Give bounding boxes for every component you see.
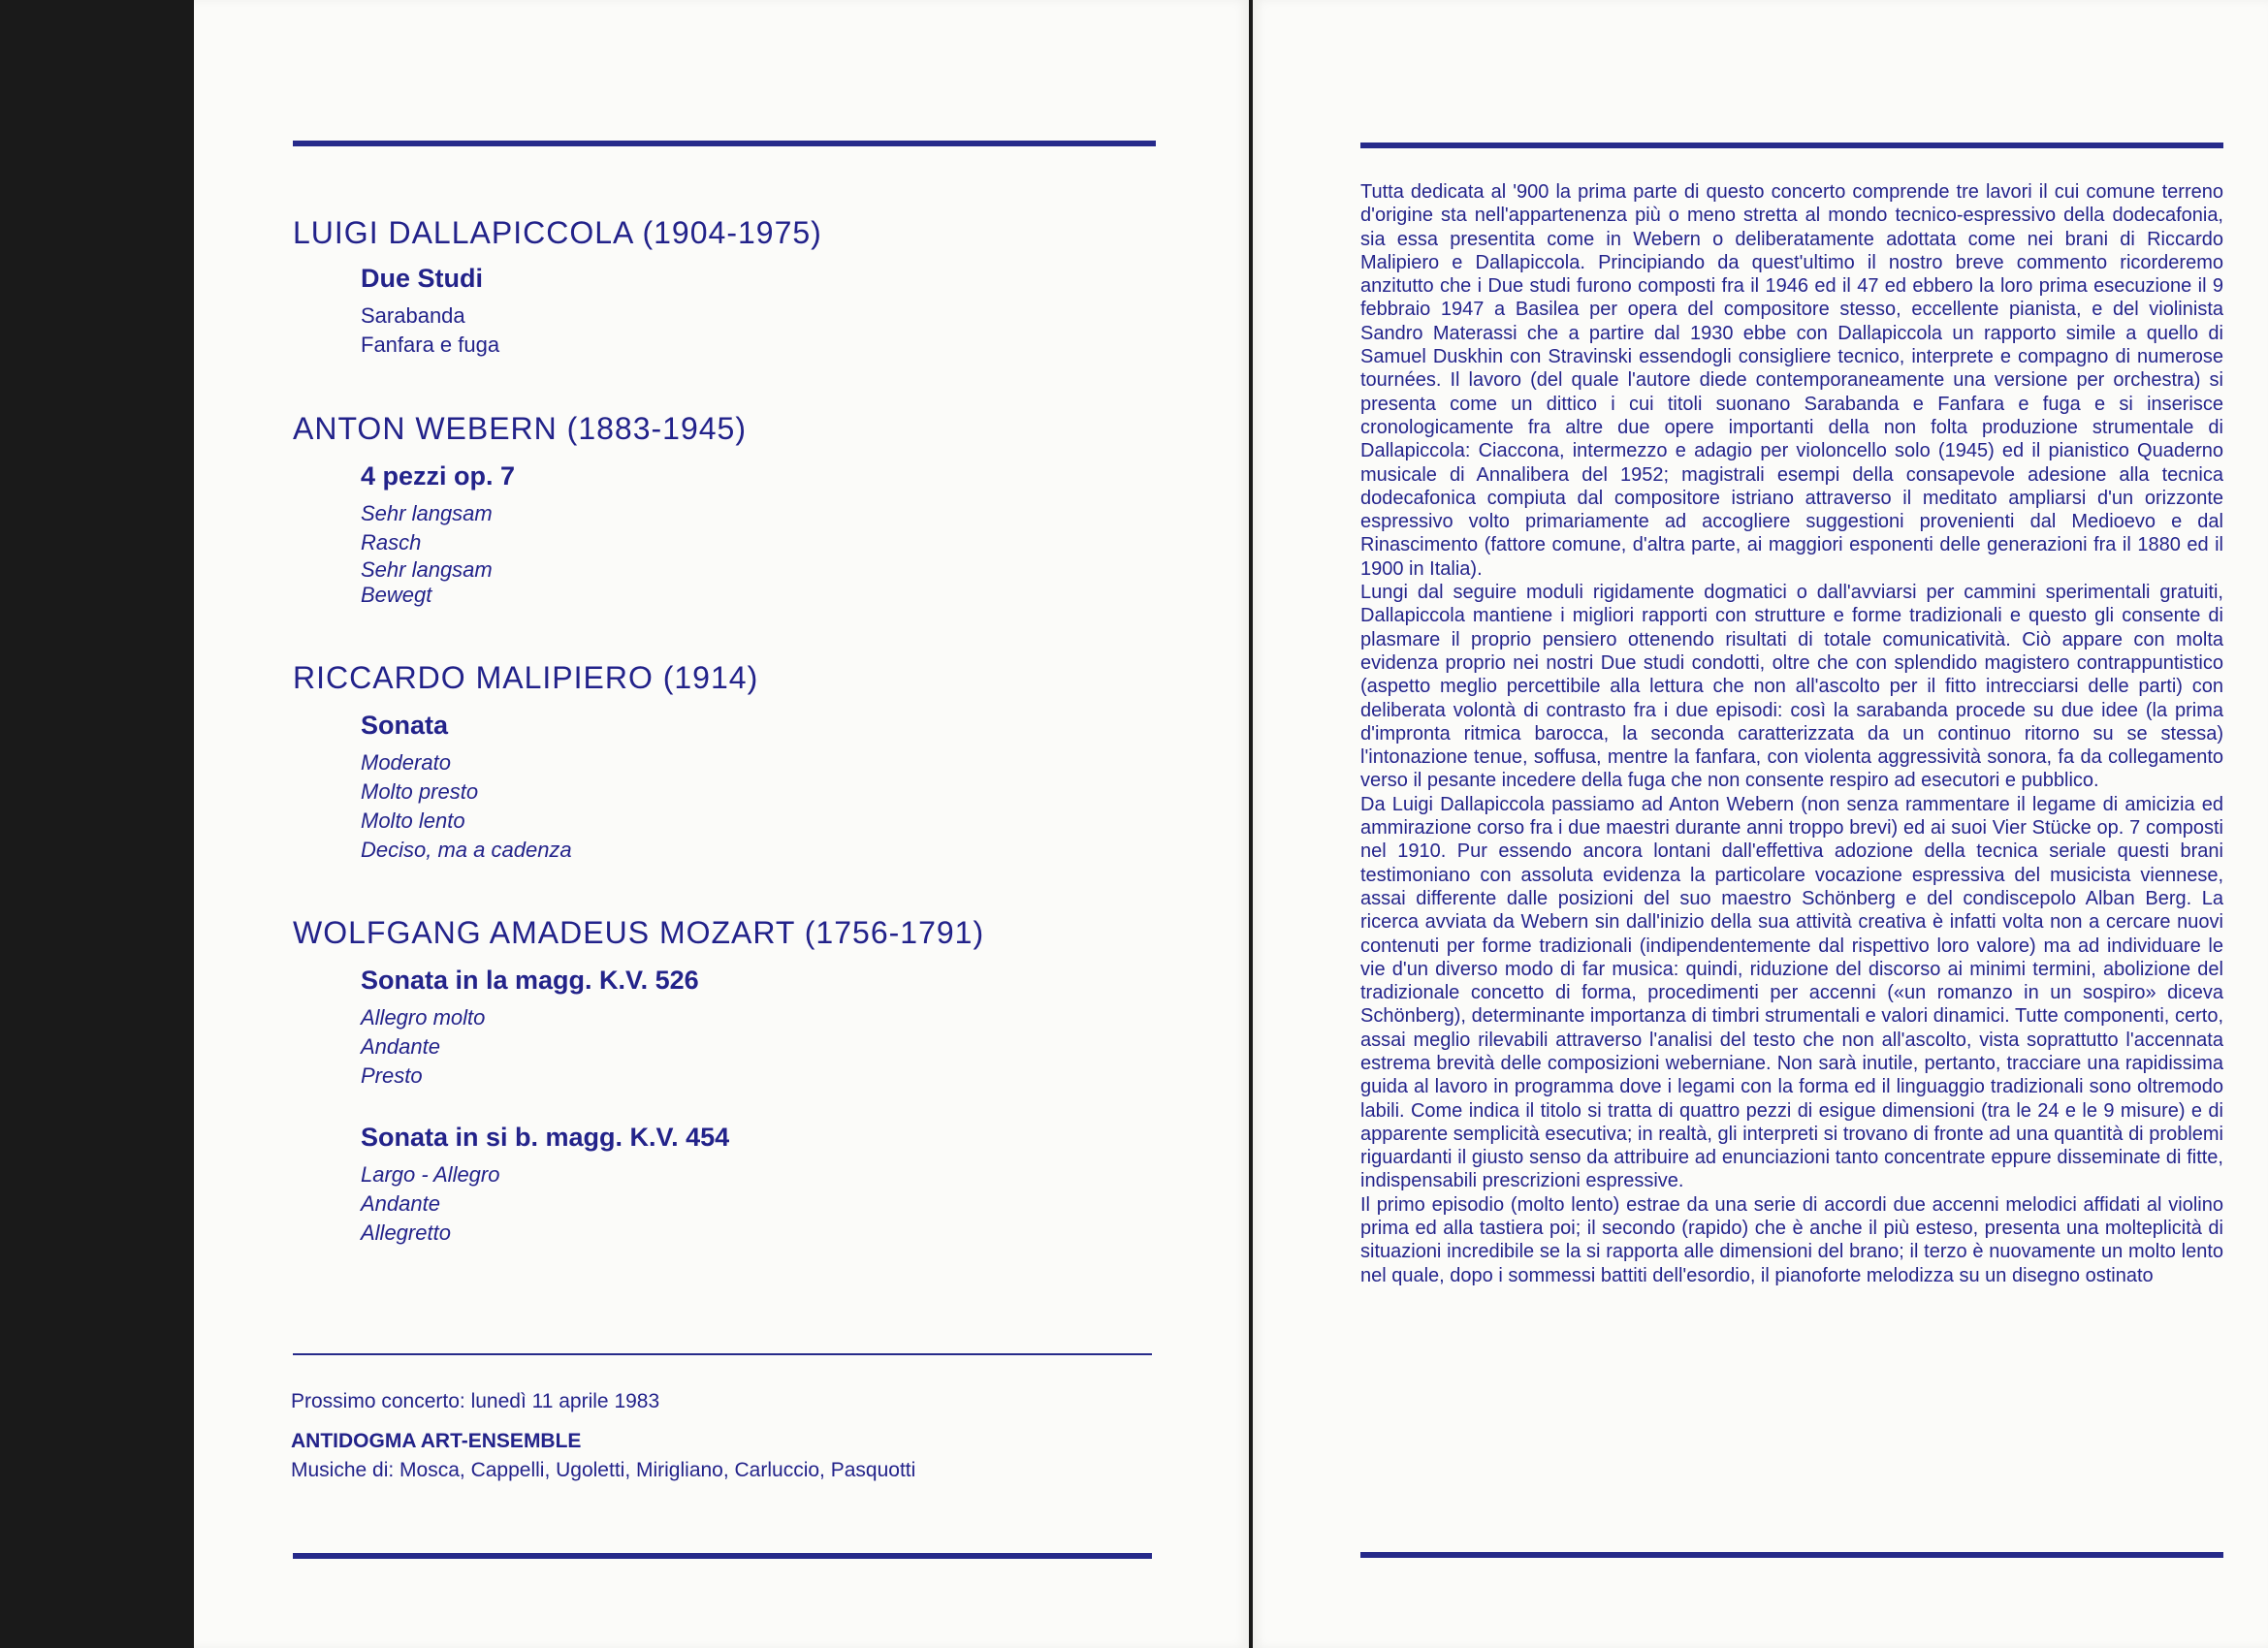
work-title: Sonata in si b. magg. K.V. 454 — [361, 1123, 730, 1152]
work-block — [361, 264, 499, 360]
movement: Largo - Allegro — [361, 1162, 500, 1187]
movement: Molto lento — [361, 808, 465, 833]
movement: Sehr langsam — [361, 557, 493, 582]
movement: Andante — [361, 1034, 440, 1059]
essay-paragraph: Il primo episodio (molto lento) estrae da una serie di accordi due accenni melodici affidati al violino prima ed alla tastiera poi; il secondo (rapido) che è anche il più esteso, presenta una molteplicità di situazioni incredibile se la si rapporta alle dimensioni del brano; il terzo è nuovamente un molto lento nel quale, dopo i sommessi battiti dell'esordio, il pianoforte melodizza su un disegno ostinato — [1360, 1193, 2223, 1286]
movement: Deciso, ma a cadenza — [361, 838, 572, 862]
right-bottom-rule — [1360, 1552, 2223, 1558]
ensemble-program: Musiche di: Mosca, Cappelli, Ugoletti, Mirigliano, Carluccio, Pasquotti — [291, 1459, 916, 1481]
movement: Molto presto — [361, 779, 479, 804]
movement: Allegretto — [361, 1220, 451, 1245]
work-title: 4 pezzi op. 7 — [361, 461, 516, 491]
movement: Andante — [361, 1191, 440, 1216]
composer-heading: WOLFGANG AMADEUS MOZART (1756-1791) — [293, 915, 985, 950]
movement: Sehr langsam — [361, 501, 493, 525]
left-bottom-rule — [293, 1553, 1152, 1559]
left-mid-rule — [293, 1353, 1152, 1355]
essay-paragraph: Tutta dedicata al '900 la prima parte di questo concerto comprende tre lavori il cui comune terreno d'origine sta nell'appartenenza più o meno stretta al mondo tecnico-espressivo della dodecafonia, sia essa presentita come in Webern o deliberatamente adottata come nei brani di Riccardo Malipiero e Dallapiccola. Principiando da quest'ultimo il nostro breve commento ricorderemo anzitutto che i Due studi furono composti fra il 1946 ed il 47 ed ebbero la loro prima esecuzione il 9 febbraio 1947 a Basilea per opera del compositore stesso, eccellente pianista, e del violinista Sandro Materassi che a partire dal 1930 ebbe con Dallapiccola un rapporto simile a quello di Samuel Duskhin con Stravinski essendogli consigliere tecnico, interprete e compagno di numerose tournées. Il lavoro (del quale l'autore diede contemporaneamente una versione per orchestra) si presenta come un dittico i cui titoli suonano Sarabanda e Fanfara e fuga e si inserisce cronologicamente fra altre due opere importanti della non folta produzione strumentale di Dallapiccola: Ciaccona, intermezzo e adagio per violoncello solo (1945) ed il pianistico Quaderno musicale di Annalibera del 1952; magistrali esempi della consapevole adesione alla tecnica dodecafonica compiuta dal compositore istriano attraverso il meditato ampliarsi d'un orizzonte espressivo volto primariamente ad accogliere suggestioni provenienti dal Medioevo e dal Rinascimento (fattore comune, d'altra parte, ai maggiori esponenti delle generazioni fra il 1880 ed il 1900 in Italia). — [1360, 181, 2223, 580]
essay-paragraph: Da Luigi Dallapiccola passiamo ad Anton Webern (non senza rammentare il legame di amicizia ed ammirazione corso fra i due maestri durante anni troppo brevi) ed ai suoi Vier Stücke op. 7 composti nel 1910. Pur essendo ancora lontani dall'effettiva adozione della tecnica seriale questi brani testimoniano con assoluta evidenza la particolare vocazione espressiva del musicista viennese, assai differente dalle posizioni del suo maestro Schönberg e del condiscepolo Alban Berg. La ricerca avviata da Webern sin dall'inizio della sua attività creativa è infatti volta non a cercare nuovi contenuti per forme tradizionali (indipendentemente dal rispettivo loro valore) ma ad individuare le vie d'un diverso modo di far musica: quindi, riduzione del discorso ai minimi termini, abolizione del tradizionale concetto di forma, procedimenti per accenni («un romanzo in un sospiro» diceva Schönberg), determinante importanza di timbri strumentali e valori dinamici. Tutte componenti, certo, assai meglio rilevabili attraverso l'analisi del testo che non all'ascolto, vista soprattutto l'accennata estrema brevità delle composizioni weberniane. Non sarà inutile, pertanto, tracciare una rapidissima guida al lavoro in programma dove i legami con la forma ed il linguaggio tradizionali sono oltremodo labili. Come indica il titolo si tratta di quattro pezzi di esigue dimensioni (tra le 24 e le 9 misure) e di apparente semplicità esecutiva; in realtà, gli interpreti si trovano di fronte ad una quantità di problemi riguardanti il giusto senso da attribuire ad enunciazioni tanto concentrate eppure disseminate di fitte, indispensabili prescrizioni espressive. — [1360, 793, 2223, 1192]
next-concert-date: Prossimo concerto: lunedì 11 aprile 1983 — [291, 1390, 660, 1412]
work-block — [361, 1123, 729, 1248]
essay-paragraph: Lungi dal seguire moduli rigidamente dogmatici o dall'avviarsi per cammini sperimentali gratuiti, Dallapiccola mantiene i migliori rapporti con strutture e forme tradizionali e questo gli consente di plasmare il proprio pensiero ottenendo risultati di totale comunicatività. Ciò appare con molta evidenza proprio nei nostri Due studi condotti, oltre che con splendido magistero contrappuntistico (aspetto meglio percettibile alla lettura che non all'ascolto per il fitto intrecciarsi delle parti) con deliberata volontà di contrasto fra i due episodi: così la sarabanda procede su due idee (la prima d'impronta ritmica barocca, la seconda caratterizzata da un continuo ritorno su se stessa) l'intonazione tenue, soffusa, mentre la fanfara, con violenta aggressività sonora, fa da collegamento verso il pesante incedere della fuga che non consente respiro ad esecutori e pubblico. — [1360, 582, 2223, 792]
right-top-rule — [1360, 143, 2223, 148]
program-notes — [1360, 180, 2223, 1287]
work-block — [361, 711, 572, 865]
composer-heading: LUIGI DALLAPICCOLA (1904-1975) — [293, 215, 822, 250]
movement: Presto — [361, 1063, 423, 1088]
movement: Sarabanda — [361, 303, 465, 328]
left-top-rule — [293, 141, 1156, 146]
work-title: Sonata — [361, 711, 449, 740]
movement: Fanfara e fuga — [361, 333, 500, 357]
movement: Rasch — [361, 530, 422, 555]
ensemble-name: ANTIDOGMA ART-ENSEMBLE — [291, 1430, 582, 1452]
composer-heading: RICCARDO MALIPIERO (1914) — [293, 660, 759, 695]
composer-heading: ANTON WEBERN (1883-1945) — [293, 411, 747, 446]
movement: Moderato — [361, 750, 451, 775]
movement: Bewegt — [361, 583, 432, 607]
work-block — [361, 461, 515, 608]
work-title: Sonata in la magg. K.V. 526 — [361, 966, 699, 995]
movement: Allegro molto — [361, 1005, 486, 1030]
work-title: Due Studi — [361, 264, 483, 293]
work-block — [361, 966, 699, 1091]
